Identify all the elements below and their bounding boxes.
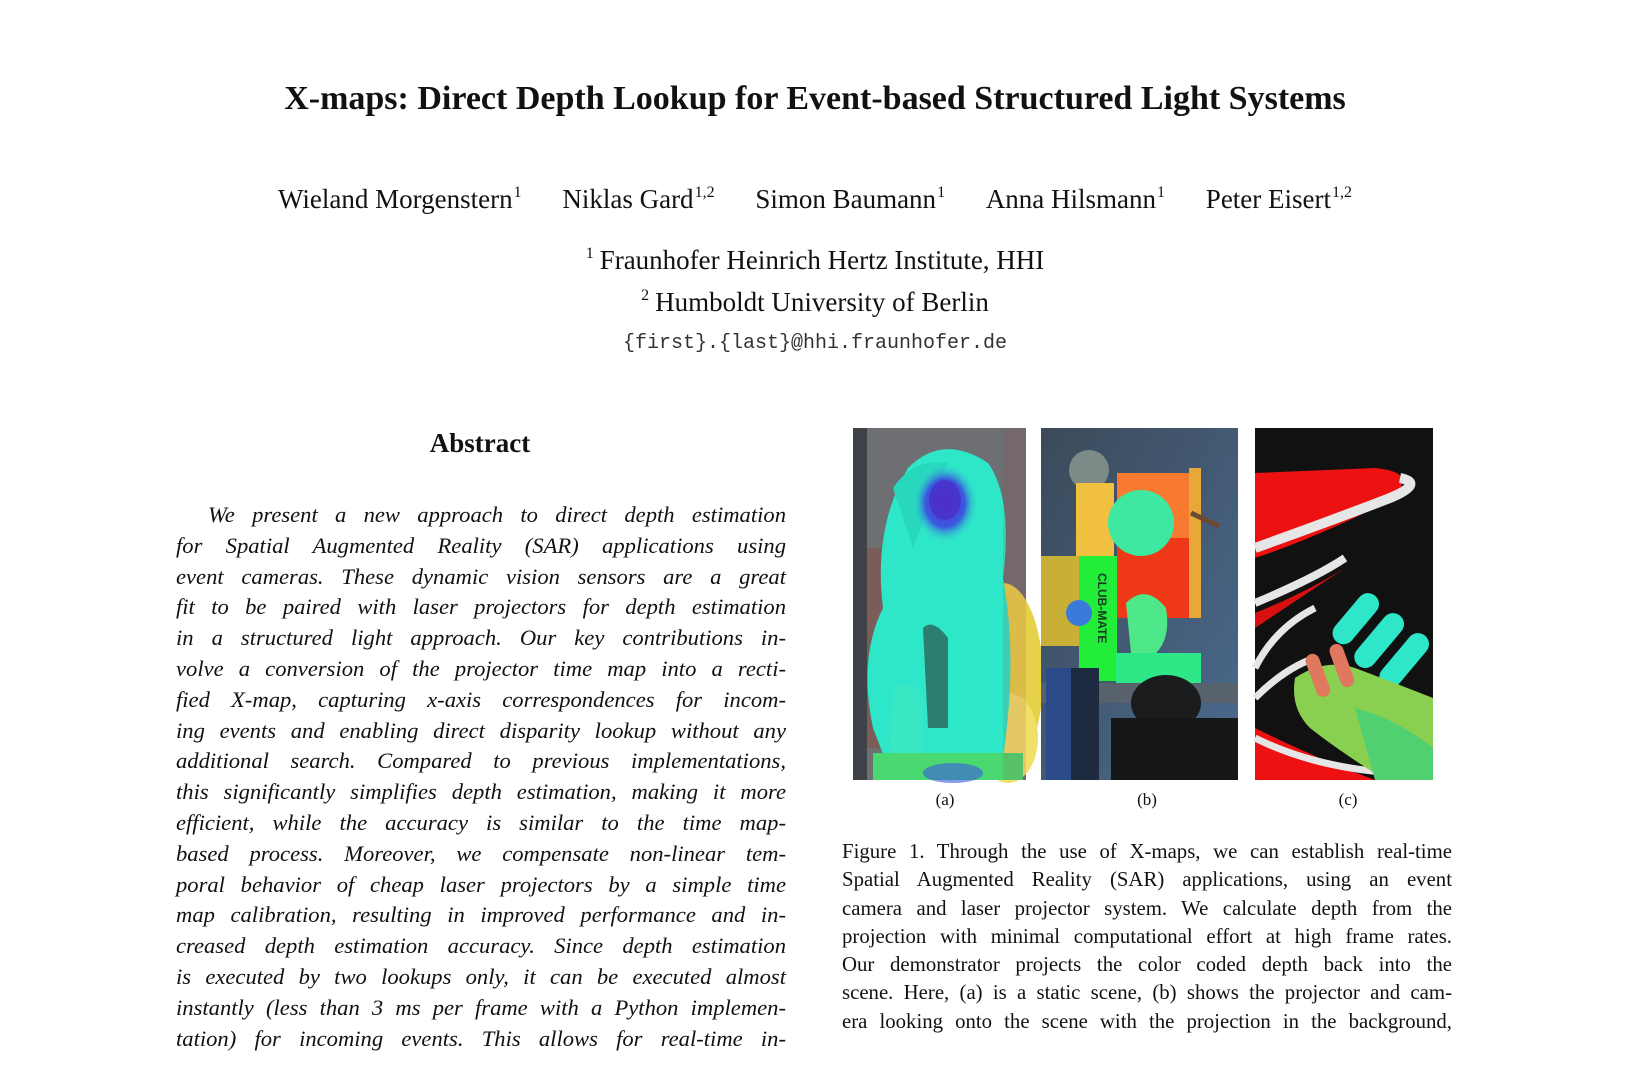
figure-caption	[842, 838, 1452, 1058]
abstract-line: map calibration, resulting in improved performance and in-	[176, 902, 786, 928]
author	[986, 184, 1165, 215]
author	[1206, 184, 1352, 215]
caption-line: camera and laser projector system. We calculate depth from the	[842, 896, 1452, 920]
abstract-line: this significantly simplifies depth estimation, making it more	[176, 779, 786, 805]
abstract-line: volve a conversion of the projector time map into a recti-	[176, 655, 786, 681]
figure-panel-b-label: (b)	[1137, 790, 1157, 809]
abstract-line: for Spatial Augmented Reality (SAR) applications using	[176, 532, 786, 558]
author-name: Niklas Gard	[562, 184, 694, 214]
figure-panel-a-image	[853, 428, 1026, 780]
contact-email: {first}.{last}@hhi.fraunhofer.de	[622, 332, 1008, 355]
author	[755, 184, 945, 215]
affiliation-mark: 1	[585, 245, 594, 262]
abstract-line: event cameras. These dynamic vision sensors are a great	[176, 563, 786, 589]
figure-panel-c-label: (c)	[1338, 790, 1358, 809]
author-name: Anna Hilsmann	[985, 184, 1157, 214]
abstract-line: ing events and enabling direct disparity lookup without any	[176, 717, 786, 743]
abstract-body	[176, 500, 786, 1051]
abstract-line: We present a new approach to direct depth estimation	[208, 502, 786, 527]
caption-line: Our demonstrator projects the color coded depth back into the	[842, 953, 1452, 977]
affiliation	[0, 278, 1630, 320]
figure-1	[853, 428, 1438, 780]
svg-text:CLUB-MATE: CLUB-MATE	[1095, 573, 1109, 644]
caption-line: projection with minimal computational effort at high frame rates.	[842, 924, 1452, 948]
affiliations	[0, 236, 1630, 320]
affiliation-name: Fraunhofer Heinrich Hertz Institute, HHI	[599, 245, 1045, 275]
author	[278, 184, 522, 215]
caption-line: Figure 1. Through the use of X-maps, we can establish real-time	[842, 840, 1452, 863]
affiliation-mark: 2	[641, 287, 650, 304]
figure-panel-b-image	[1041, 428, 1238, 780]
caption-line: scene. Here, (a) is a static scene, (b) shows the projector and cam-	[842, 981, 1452, 1005]
caption-line: Spatial Augmented Reality (SAR) applications, using an event	[842, 868, 1452, 892]
figure-panel-a-label: (a)	[935, 790, 955, 809]
affiliation-mark: 1,2	[1332, 184, 1353, 201]
author-name: Wieland Morgenstern	[277, 184, 513, 214]
abstract-line: efficient, while the accuracy is similar to the time map-	[176, 809, 786, 835]
abstract-line: creased depth estimation accuracy. Since depth estimation	[176, 933, 786, 959]
abstract-line: fit to be paired with laser projectors for depth estimation	[176, 594, 786, 620]
paper-title: X-maps: Direct Depth Lookup for Event-based Structured Light Systems	[284, 80, 1346, 117]
abstract-line: additional search. Compared to previous implementations,	[176, 748, 786, 774]
abstract-line: is executed by two lookups only, it can be executed almost	[176, 963, 786, 989]
affiliation-mark: 1	[1157, 184, 1166, 201]
affiliation-mark: 1	[937, 184, 946, 201]
abstract-line: in a structured light approach. Our key contributions in-	[176, 625, 786, 651]
abstract-line: instantly (less than 3 ms per frame with a Python implemen-	[176, 994, 786, 1020]
abstract-line: tation) for incoming events. This allows for real-time in-	[176, 1025, 786, 1051]
author	[562, 184, 714, 215]
author-name: Peter Eisert	[1205, 184, 1332, 214]
author-name: Simon Baumann	[755, 184, 937, 214]
affiliation-mark: 1	[513, 184, 522, 201]
abstract-heading: Abstract	[429, 428, 531, 458]
author-list	[0, 184, 1630, 215]
caption-line: era looking onto the scene with the projection in the background,	[842, 1009, 1452, 1033]
abstract-line: based process. Moreover, we compensate non-linear tem-	[176, 840, 786, 866]
figure-panel-c-image	[1255, 428, 1433, 780]
abstract-line: fied X-map, capturing x-axis correspondences for incom-	[176, 686, 786, 712]
affiliation	[0, 236, 1630, 278]
abstract-line: poral behavior of cheap laser projectors by a simple time	[176, 871, 786, 897]
affiliation-mark: 1,2	[694, 184, 715, 201]
affiliation-name: Humboldt University of Berlin	[655, 287, 989, 317]
